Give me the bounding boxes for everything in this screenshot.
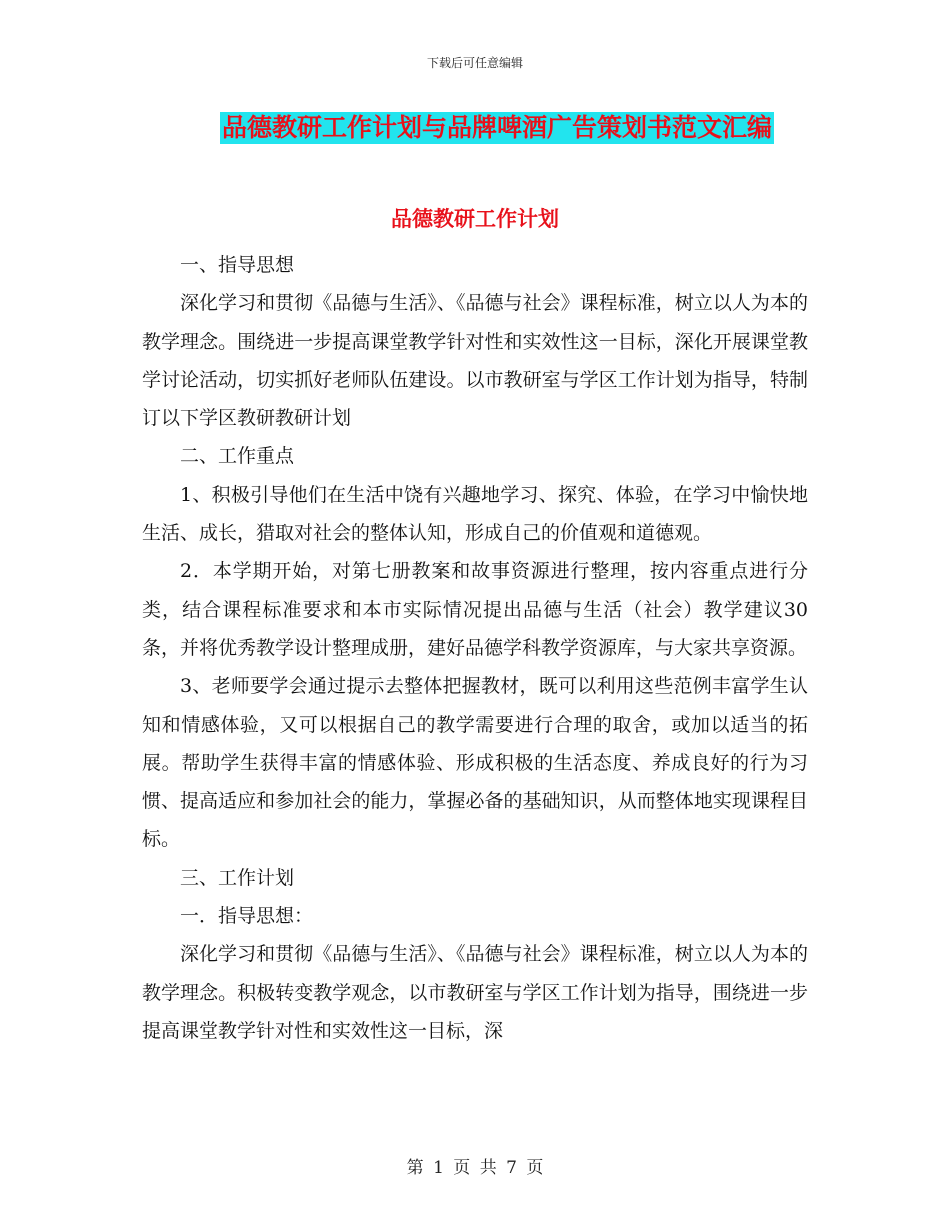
paragraph: 2．本学期开始，对第七册教案和故事资源进行整理，按内容重点进行分类，结合课程标准要求和本市实际情况提出品德与生活（社会）教学建议30条，并将优秀教学设计整理成册，建好品德学科教学资源库，与大家共享资源。 bbox=[142, 560, 808, 659]
header-note: 下载后可任意编辑 bbox=[426, 56, 523, 70]
page-number: 第 1 页 共 7 页 bbox=[406, 1158, 544, 1178]
heading-work-focus: 二、工作重点 bbox=[180, 445, 295, 468]
paragraph: 1、积极引导他们在生活中饶有兴趣地学习、探究、体验，在学习中愉快地生活、成长，猎取对社会的整体认知，形成自己的价值观和道德观。 bbox=[142, 483, 808, 545]
paragraph: 深化学习和贯彻《品德与生活》、《品德与社会》课程标准，树立以人为本的教学理念。积极转变教学观念，以市教研室与学区工作计划为指导，围绕进一步提高课堂教学针对性和实效性这一目标，深 bbox=[142, 943, 808, 1042]
paragraph: 深化学习和贯彻《品德与生活》、《品德与社会》课程标准，树立以人为本的教学理念。围绕进一步提高课堂教学针对性和实效性这一目标，深化开展课堂教学讨论活动，切实抓好老师队伍建设。以市教研室与学区工作计划为指导，特制订以下学区教研教研计划 bbox=[142, 292, 808, 430]
section-title: 品德教研工作计划 bbox=[391, 206, 559, 231]
heading-work-plan: 三、工作计划 bbox=[180, 866, 295, 889]
heading-guiding-ideology: 一、指导思想 bbox=[180, 254, 295, 276]
document-title: 品德教研工作计划与品牌啤酒广告策划书范文汇编 bbox=[221, 113, 772, 142]
document-body bbox=[142, 246, 808, 1050]
paragraph: 3、老师要学会通过提示去整体把握教材，既可以利用这些范例丰富学生认知和情感体验，又可以根据自己的教学需要进行合理的取舍，或加以适当的拓展。帮助学生获得丰富的情感体验、形成积极的生活态度、养成良好的行为习惯、提高适应和参加社会的能力，掌握必备的基础知识，从而整体地实现课程目标。 bbox=[142, 675, 808, 851]
document-title-container bbox=[0, 112, 950, 144]
subheading-guiding-ideology: 一．指导思想： bbox=[180, 905, 314, 928]
